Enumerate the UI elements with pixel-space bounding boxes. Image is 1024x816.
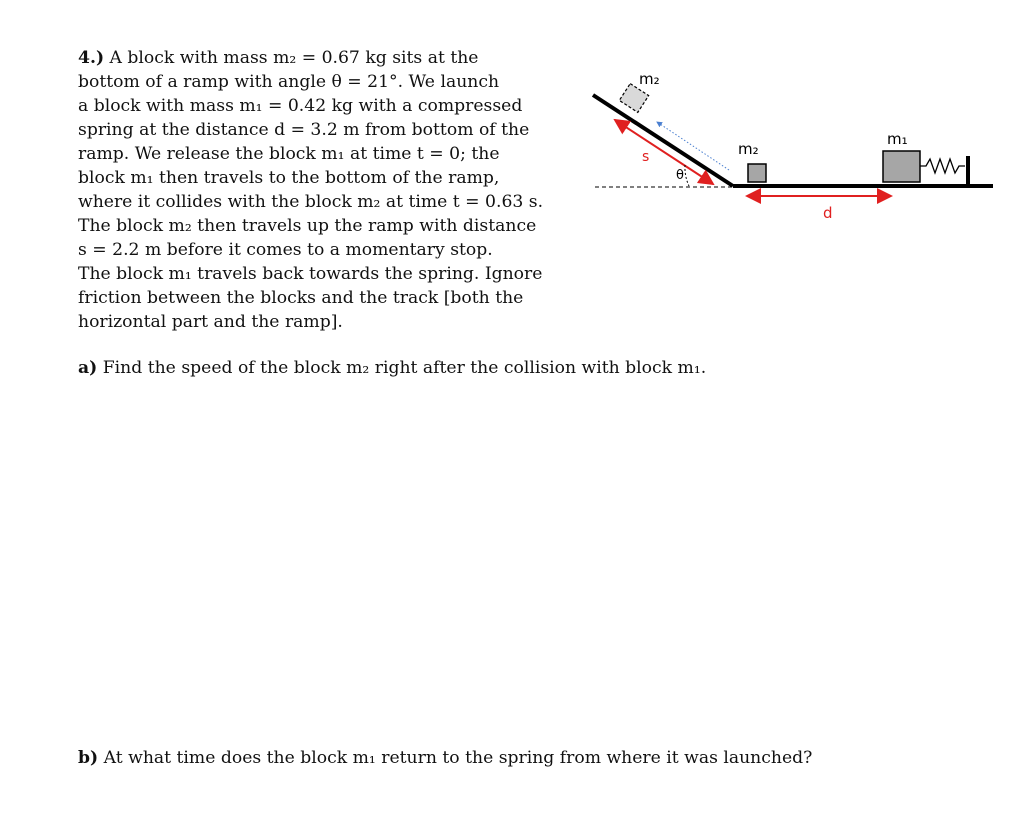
problem-line-9: s = 2.2 m before it comes to a momentary stop. (78, 240, 493, 260)
problem-line-1: 4.) A block with mass m₂ = 0.67 kg sits at the (78, 48, 479, 68)
problem-line-7: where it collides with the block m₂ at time t = 0.63 s. (78, 192, 544, 212)
label-m1: m₁ (887, 130, 908, 148)
question-a-text: Find the speed of the block m₂ right after the collision with block m₁. (102, 358, 707, 378)
block-m2 (748, 164, 766, 182)
block-m1 (883, 151, 920, 182)
problem-line-4: spring at the distance d = 3.2 m from bottom of the (78, 120, 530, 140)
s-arrow (615, 120, 713, 184)
question-a-label: a) (78, 358, 98, 378)
ramp-diagram (585, 60, 1000, 230)
problem-line-3: a block with mass m₁ = 0.42 kg with a compressed (78, 96, 523, 116)
problem-line-12: horizontal part and the ramp]. (78, 312, 343, 332)
problem-line-2: bottom of a ramp with angle θ = 21°. We launch (78, 72, 500, 92)
label-m2-top: m₂ (639, 70, 660, 88)
label-m2-bottom: m₂ (738, 140, 759, 158)
problem-line-11: friction between the blocks and the track [both the (78, 288, 524, 308)
problem-line-10: The block m₁ travels back towards the spring. Ignore (78, 264, 543, 284)
problem-number: 4.) (78, 48, 105, 68)
problem-line-8: The block m₂ then travels up the ramp with distance (78, 216, 537, 236)
problem-line-5: ramp. We release the block m₁ at time t = 0; the (78, 144, 500, 164)
problem-line-6: block m₁ then travels to the bottom of the ramp, (78, 168, 500, 188)
ramp-surface (593, 95, 733, 186)
problem-statement (78, 46, 568, 334)
spring (920, 159, 965, 173)
label-s: s (642, 149, 650, 165)
question-a (78, 358, 706, 378)
question-b-text: At what time does the block m₁ return to the spring from where it was launched? (103, 748, 813, 768)
label-theta: θ (676, 168, 684, 183)
label-d: d (823, 204, 833, 222)
question-b (78, 748, 812, 768)
question-b-label: b) (78, 748, 99, 768)
